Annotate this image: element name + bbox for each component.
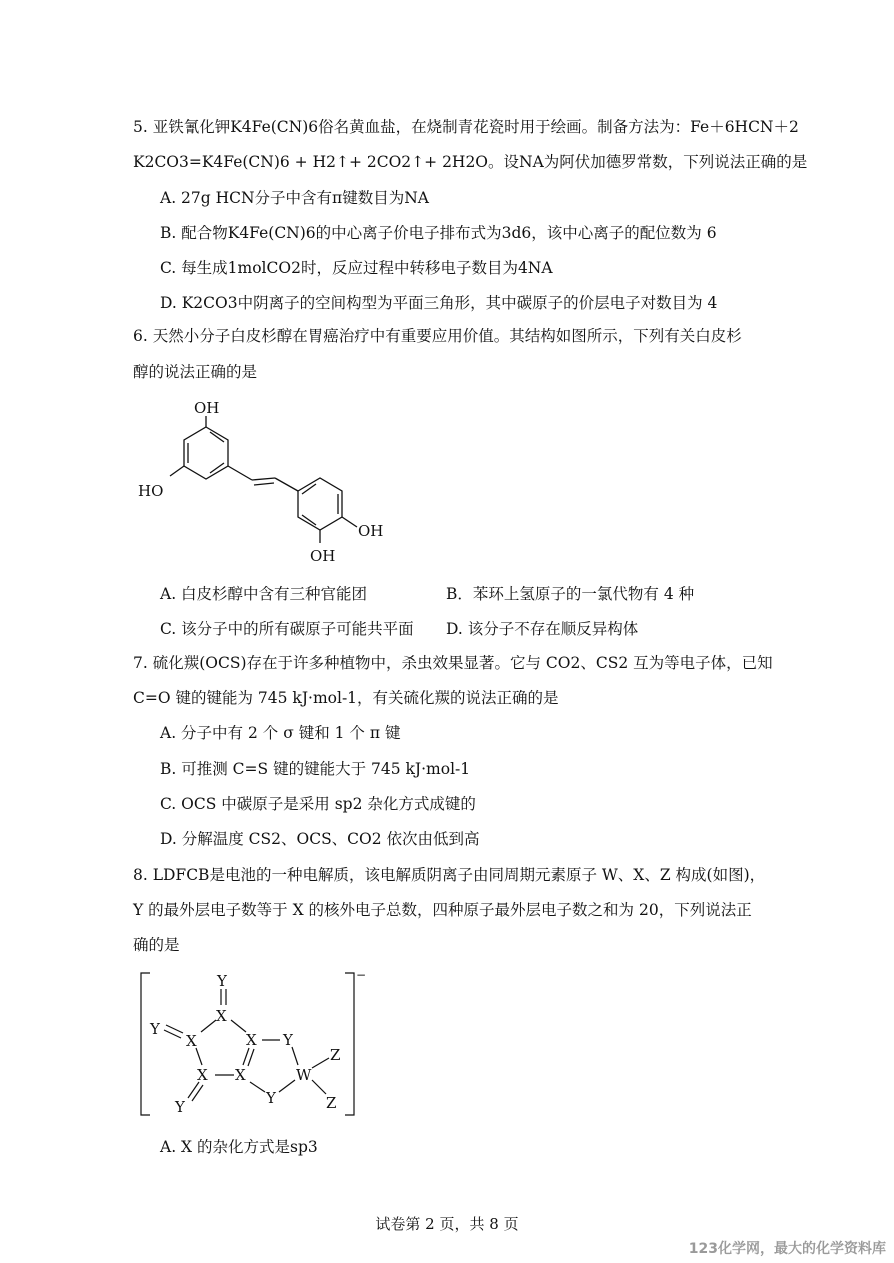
q8-stem-line1: 8. LDFCB是电池的一种电解质，该电解质阴离子由同周期元素原子 W、X、Z 构成(如图)， (133, 866, 766, 884)
q7-option-a: A. 分子中有 2 个 σ 键和 1 个 π 键 (160, 724, 401, 742)
atom-x-bottom-right: X (235, 1066, 246, 1084)
atom-y-top: Y (217, 972, 227, 990)
atom-y-right: Y (283, 1031, 293, 1049)
atom-z-lower: Z (326, 1094, 337, 1112)
q5-stem-line1: 5. 亚铁氰化钾K4Fe(CN)6俗名黄血盐，在烧制青花瓷时用于绘画。制备方法为：Fe＋6HCN＋2 (133, 118, 799, 136)
atom-x-left: X (186, 1032, 197, 1050)
oh-top-label: OH (194, 399, 220, 417)
watermark: 123化学网，最大的化学资料库 (688, 1241, 886, 1257)
q8-stem-line3: 确的是 (133, 936, 180, 954)
atom-y-left: Y (150, 1020, 160, 1038)
q7-stem-line2: C=O 键的键能为 745 kJ·mol-1，有关硫化羰的说法正确的是 (133, 689, 559, 707)
q5-option-d: D. K2CO3中阴离子的空间构型为平面三角形，其中碳原子的价层电子对数目为 4 (160, 294, 718, 312)
page-footer: 试卷第 2 页，共 8 页 (375, 1215, 519, 1233)
atom-y-bottom-left: Y (175, 1098, 185, 1116)
q6-option-a: A. 白皮杉醇中含有三种官能团 (160, 585, 368, 603)
atom-w: W (296, 1066, 312, 1084)
atom-x-bottom-left: X (197, 1066, 208, 1084)
q6-stem-line1: 6. 天然小分子白皮杉醇在胃癌治疗中有重要应用价值。其结构如图所示，下列有关白皮杉 (133, 327, 742, 345)
q6-stem-line2: 醇的说法正确的是 (133, 363, 258, 381)
q5-option-a: A. 27g HCN分子中含有π键数目为NA (160, 189, 430, 207)
anion-charge: − (356, 968, 367, 982)
q7-option-d: D. 分解温度 CS2、OCS、CO2 依次由低到高 (160, 830, 480, 848)
atom-x-top: X (216, 1007, 227, 1025)
atom-x-right: X (246, 1031, 257, 1049)
q6-option-b: B．苯环上氢原子的一氯代物有 4 种 (446, 585, 695, 603)
q6-option-d: D. 该分子不存在顺反异构体 (446, 620, 639, 638)
oh-right-label: OH (358, 522, 384, 540)
piceatannol-structure-figure (130, 395, 400, 570)
atom-y-bottom: Y (266, 1089, 276, 1107)
q6-option-c: C. 该分子中的所有碳原子可能共平面 (160, 620, 414, 638)
atom-z-upper: Z (330, 1046, 341, 1064)
q8-option-a: A. X 的杂化方式是sp3 (160, 1138, 318, 1156)
q7-option-c: C. OCS 中碳原子是采用 sp2 杂化方式成键的 (160, 795, 476, 813)
q7-stem-line1: 7. 硫化羰(OCS)存在于许多种植物中，杀虫效果显著。它与 CO2、CS2 互为等电子体，已知 (133, 654, 773, 672)
anion-structure-figure (130, 965, 375, 1120)
oh-bottom-label: OH (310, 547, 336, 565)
q5-stem-line2: K2CO3=K4Fe(CN)6 + H2↑+ 2CO2↑+ 2H2O。设NA为阿伏加德罗常数，下列说法正确的是 (133, 153, 808, 171)
q7-option-b: B. 可推测 C=S 键的键能大于 745 kJ·mol-1 (160, 760, 471, 778)
q5-option-b: B. 配合物K4Fe(CN)6的中心离子价电子排布式为3d6，该中心离子的配位数为 6 (160, 224, 717, 242)
ho-left-label: HO (138, 482, 164, 500)
q5-option-c: C. 每生成1molCO2时，反应过程中转移电子数目为4NA (160, 259, 553, 277)
q8-stem-line2: Y 的最外层电子数等于 X 的核外电子总数，四种原子最外层电子数之和为 20，下列说法正 (133, 901, 752, 919)
